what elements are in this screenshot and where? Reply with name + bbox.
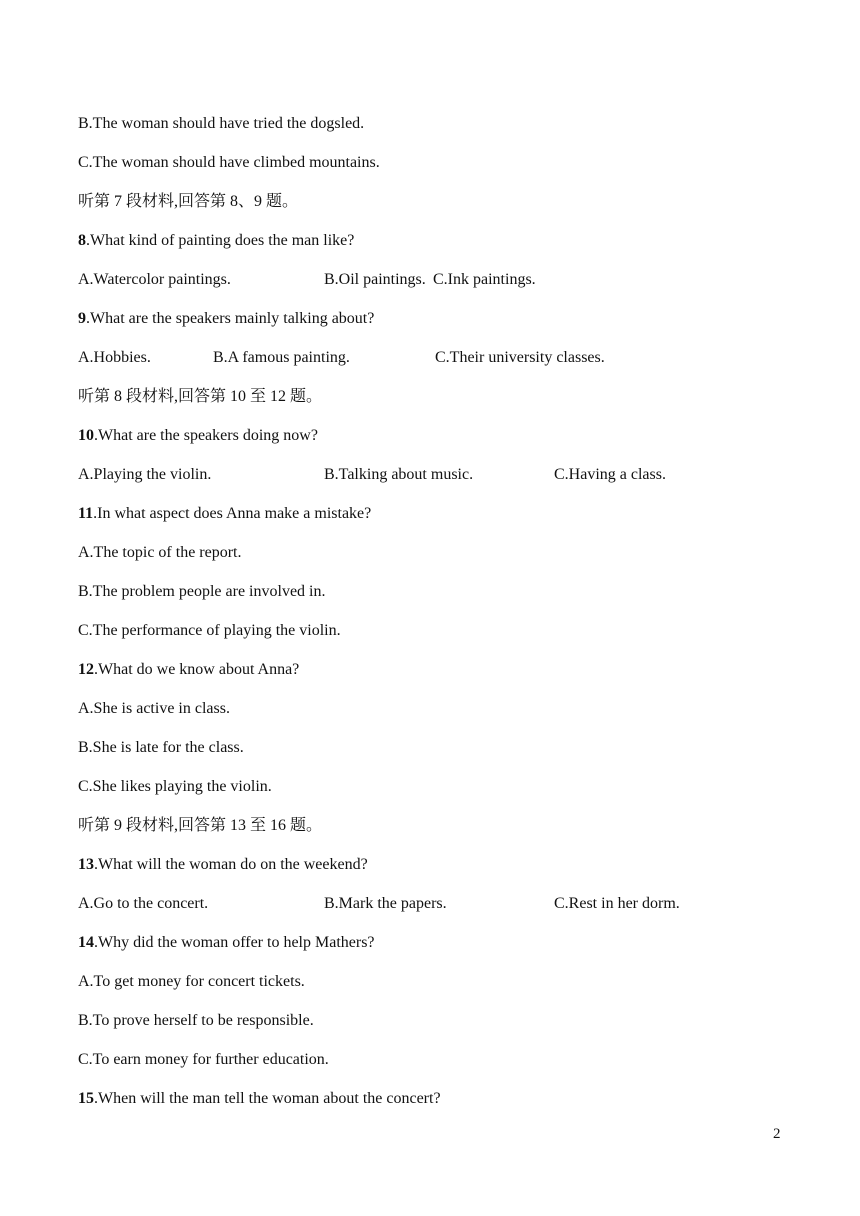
question-14	[78, 932, 375, 954]
q7-option-c: C.The woman should have climbed mountains.	[78, 154, 380, 171]
q12-option-b: B.She is late for the class.	[78, 739, 244, 756]
question-11-number: 11	[78, 505, 94, 522]
question-9-text: .What are the speakers mainly talking about?	[86, 310, 375, 327]
question-10	[78, 425, 318, 447]
question-13-options	[78, 893, 778, 915]
question-8	[78, 230, 354, 252]
q9-option-b: B.A famous painting.	[213, 349, 350, 366]
question-12-number: 12	[78, 661, 94, 678]
question-14-text: .Why did the woman offer to help Mathers?	[94, 934, 375, 951]
question-13-text: .What will the woman do on the weekend?	[94, 856, 368, 873]
question-14-number: 14	[78, 934, 94, 951]
question-15	[78, 1088, 441, 1110]
q11-option-a: A.The topic of the report.	[78, 544, 242, 561]
q11-option-b: B.The problem people are involved in.	[78, 583, 326, 600]
question-15-number: 15	[78, 1090, 94, 1107]
q10-option-a: A.Playing the violin.	[78, 466, 212, 483]
q12-option-c: C.She likes playing the violin.	[78, 778, 272, 795]
q13-option-a: A.Go to the concert.	[78, 895, 209, 912]
q10-option-b: B.Talking about music.	[324, 466, 474, 483]
q12-option-a: A.She is active in class.	[78, 700, 230, 717]
question-10-text: .What are the speakers doing now?	[94, 427, 318, 444]
question-9-number: 9	[78, 310, 86, 327]
question-15-text: .When will the man tell the woman about the concert?	[94, 1090, 441, 1107]
question-11-text: .In what aspect does Anna make a mistake?	[93, 505, 372, 522]
q10-option-c: C.Having a class.	[554, 466, 666, 483]
q8-option-c: C.Ink paintings.	[433, 271, 536, 288]
section-7-instruction: 听第 7 段材料,回答第 8、9 题。	[78, 193, 299, 210]
q13-option-c: C.Rest in her dorm.	[554, 895, 680, 912]
q9-option-a: A.Hobbies.	[78, 349, 151, 366]
section-9-instruction: 听第 9 段材料,回答第 13 至 16 题。	[78, 817, 323, 834]
q14-option-a: A.To get money for concert tickets.	[78, 973, 305, 990]
q14-option-c: C.To earn money for further education.	[78, 1051, 329, 1068]
question-10-number: 10	[78, 427, 94, 444]
question-9-options	[78, 347, 778, 369]
question-9	[78, 308, 374, 330]
question-10-options	[78, 464, 778, 486]
question-12	[78, 659, 299, 681]
q9-option-c: C.Their university classes.	[435, 349, 605, 366]
question-11	[78, 503, 371, 525]
question-8-options	[78, 269, 778, 291]
q14-option-b: B.To prove herself to be responsible.	[78, 1012, 314, 1029]
q7-option-b: B.The woman should have tried the dogsled.	[78, 115, 365, 132]
q8-option-a: A.Watercolor paintings.	[78, 271, 231, 288]
question-8-number: 8	[78, 232, 86, 249]
q8-option-b: B.Oil paintings.	[324, 271, 426, 288]
question-8-text: .What kind of painting does the man like?	[86, 232, 355, 249]
page-number: 2	[773, 1126, 781, 1142]
q11-option-c: C.The performance of playing the violin.	[78, 622, 341, 639]
question-12-text: .What do we know about Anna?	[94, 661, 300, 678]
question-13-number: 13	[78, 856, 94, 873]
question-13	[78, 854, 368, 876]
section-8-instruction: 听第 8 段材料,回答第 10 至 12 题。	[78, 388, 323, 405]
q13-option-b: B.Mark the papers.	[324, 895, 447, 912]
